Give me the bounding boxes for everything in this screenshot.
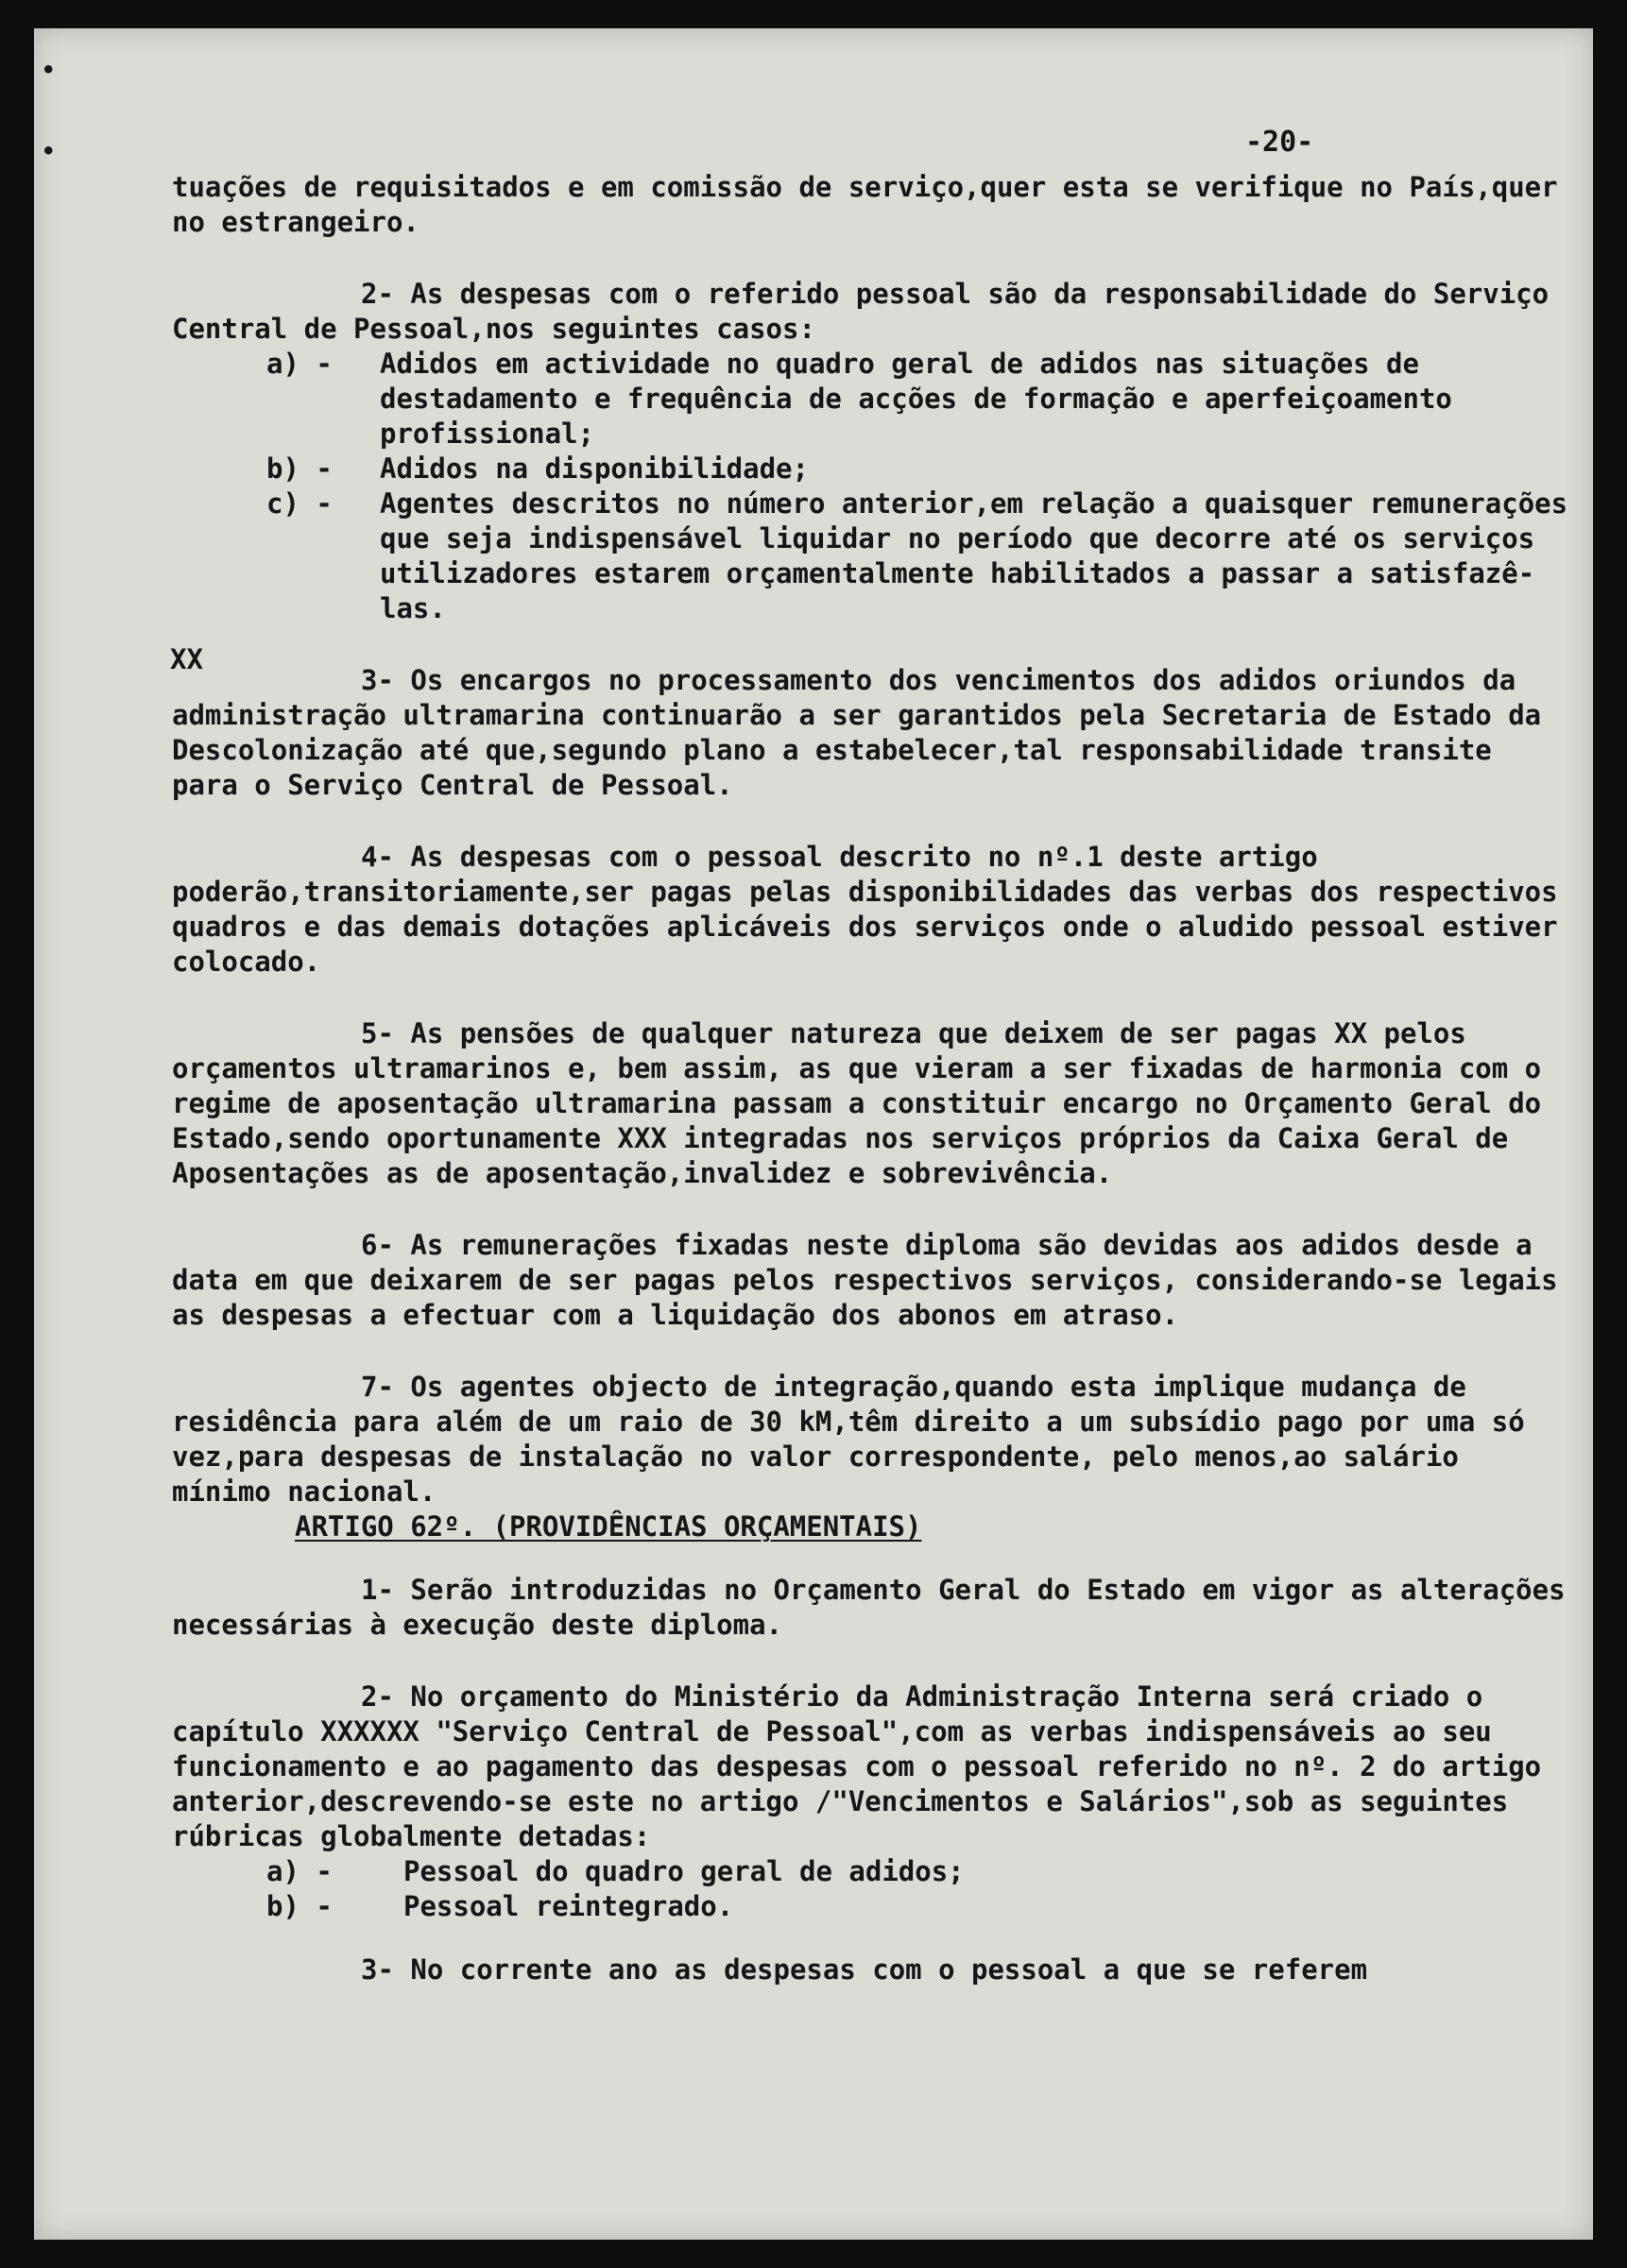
document-page xyxy=(34,28,1593,2240)
list-marker: b) - xyxy=(266,1890,333,1922)
margin-mark: • xyxy=(42,138,56,164)
list-item-a xyxy=(172,347,1570,452)
list-text: Pessoal reintegrado. xyxy=(403,1890,734,1922)
article-heading xyxy=(172,1509,1570,1544)
page-number: -20- xyxy=(1245,126,1314,159)
margin-mark: • xyxy=(42,57,56,83)
paragraph-3: 3- Os encargos no processamento dos vencimentos dos adidos oriundos da administração ultramarina continuarão a ser garantidos pela Secretaria de Estado da Descolonização até que,segundo plano a estabelecer,tal responsabilidade transite para o Serviço Central de Pessoal. xyxy=(172,664,1558,801)
list-marker: c) - xyxy=(266,487,333,520)
list2-item-b xyxy=(172,1889,1570,1924)
paragraph-continuation: tuações de requisitados e em comissão de serviço,quer esta se verifique no País,quer no estrangeiro. xyxy=(172,171,1575,238)
paragraph-8: 1- Serão introduzidas no Orçamento Geral do Estado em vigor as alterações necessárias à execução deste diploma. xyxy=(172,1574,1583,1641)
paragraph-6: 6- As remunerações fixadas neste diploma são devidas aos adidos desde a data em que deixarem de ser pagas pelos respectivos serviços, considerando-se legais as despesas a efectuar com a liquidação dos abonos em atraso. xyxy=(172,1229,1575,1331)
list-text: Adidos em actividade no quadro geral de adidos nas situações de destadamento e frequência de acções de formação e aperfeiçoamento profissional; xyxy=(380,348,1469,450)
list-item-b xyxy=(172,452,1570,486)
list-text: Pessoal do quadro geral de adidos; xyxy=(403,1855,965,1887)
paragraph-7: 7- Os agentes objecto de integração,quando esta implique mudança de residência para além de um raio de 30 kM,têm direito a um subsídio pago por uma só vez,para despesas de instalação no valor correspondente, pelo menos,ao salário mínimo nacional. xyxy=(172,1371,1542,1508)
list-text: Adidos na disponibilidade; xyxy=(380,452,809,485)
stray-typed-mark: XX xyxy=(170,643,203,675)
paragraph-4: 4- As despesas com o pessoal descrito no nº.1 deste artigo poderão,transitoriamente,ser pagas pelas disponibilidades das verbas dos respectivos quadros e das demais dotações aplicáveis dos serviços onde o aludido pessoal estiver colocado. xyxy=(172,841,1575,978)
paragraph-9: 2- No orçamento do Ministério da Administração Interna será criado o capítulo XXXXXX "Serviço Central de Pessoal",com as verbas indispensáveis ao seu funcionamento e ao pagamento das despesas com o pessoal referido no nº. 2 do artigo anterior,descrevendo-se este no artigo /"Vencimentos e Salários",sob as seguintes rúbricas globalmente detadas: xyxy=(172,1680,1558,1852)
article-heading-text: ARTIGO 62º. (PROVIDÊNCIAS ORÇAMENTAIS) xyxy=(295,1510,922,1543)
list-item-c xyxy=(172,486,1584,626)
list-marker: a) - xyxy=(266,348,333,380)
list-marker: b) - xyxy=(266,452,333,485)
paragraph-10: 3- No corrente ano as despesas com o pessoal a que se referem xyxy=(361,1953,1368,1986)
list2-item-a xyxy=(172,1854,1570,1889)
list-text: Agentes descritos no número anterior,em relação a quaisquer remunerações que seja indispensável liquidar no período que decorre até os serviços utilizadores estarem orçamentalmente habilitados a passar a satisfazê-las. xyxy=(380,487,1584,624)
list-marker: a) - xyxy=(266,1855,333,1887)
paragraph-5: 5- As pensões de qualquer natureza que deixem de ser pagas XX pelos orçamentos ultramarinos e, bem assim, as que vieram a ser fixadas de harmonia com o regime de aposentação ultramarina passam a constituir encargo no Orçamento Geral do Estado,sendo oportunamente XXX integradas nos serviços próprios da Caixa Geral de Aposentações as de aposentação,invalidez e sobrevivência. xyxy=(172,1017,1558,1189)
typed-body xyxy=(172,170,1584,1987)
paragraph-2: 2- As despesas com o referido pessoal são da responsabilidade do Serviço Central de Pessoal,nos seguintes casos: xyxy=(172,278,1566,345)
